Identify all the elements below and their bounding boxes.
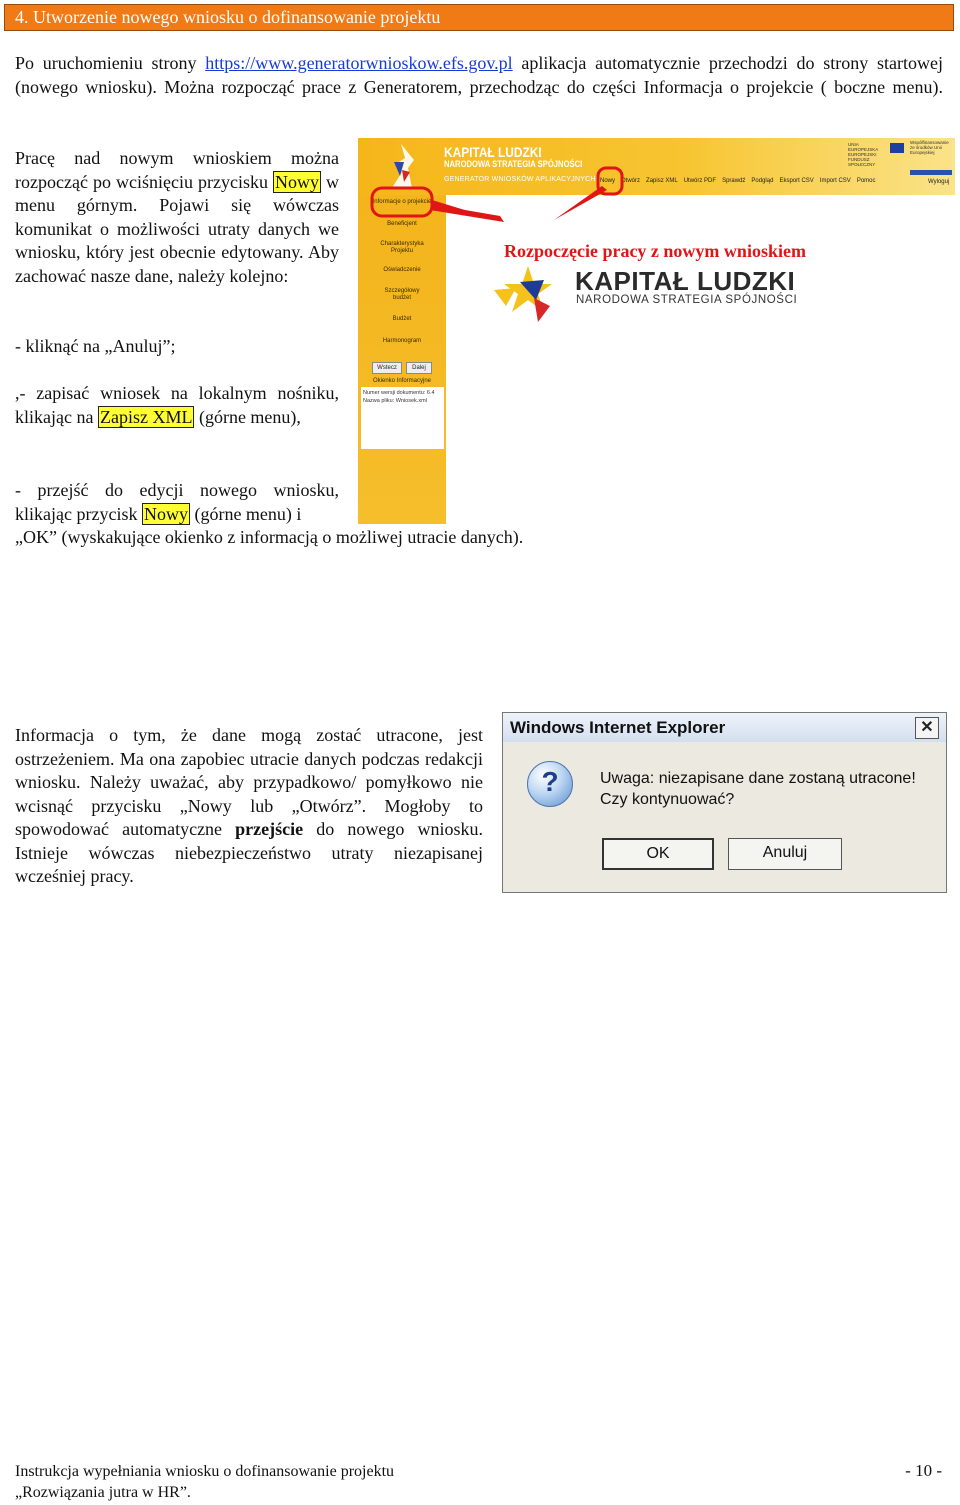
ok-button[interactable]: OK (602, 838, 714, 870)
new-application-paragraph (15, 147, 339, 288)
question-icon-glyph: ? (541, 766, 559, 797)
menu-utworz-pdf[interactable]: Utwórz PDF (683, 178, 717, 184)
step3-text-after: (górne menu) i (189, 504, 302, 524)
intro-text-after: aplikacja automatycznie przechodzi do strony startowej (nowego wniosku). Można rozpocząć prace z Generatorem, przechodząc do części Informacja o projekcie ( boczne menu). (15, 53, 943, 97)
annotation-overlay (358, 138, 955, 258)
info-box (361, 387, 444, 449)
footer-line-1: Instrukcja wypełniania wniosku o dofinansowanie projektu (15, 1463, 395, 1480)
step2-text-before: ,- zapisać wniosek na lokalnym nośniku, klikając na (15, 383, 339, 427)
menu-nowy[interactable]: Nowy (600, 178, 616, 184)
menu-sprawdz[interactable]: Sprawdź (722, 178, 746, 184)
question-icon (527, 761, 573, 807)
intro-text-before: Po uruchomieniu strony (15, 53, 206, 73)
side-item-harmonogram[interactable]: Harmonogram (382, 338, 422, 344)
info-box-title: Okienko Informacyjne (372, 378, 432, 384)
warning-paragraph (15, 724, 483, 889)
warning-text-after: do nowego wniosku. Istnieje wówczas niebezpieczeństwo utraty niezapisanej wcześniej pracy. (15, 819, 483, 886)
highlight-nowy-2: Nowy (143, 504, 188, 524)
eu-text-1: UNIA EUROPEJSKA (848, 142, 879, 152)
side-item-budzet[interactable]: Budżet (392, 316, 412, 322)
step2-text-after: (górne menu), (194, 406, 301, 427)
warning-text-before: Informacja o tym, że dane mogą zostać utracone, jest ostrzeżeniem. Ma ona zapobiec utracie danych podczas redakcji wniosku. Należy uważać, aby przypadkowo/ pomyłkowo nie wcisnąć przycisku „Nowy lub „Otwórz”. Mogłoby to spowodować automatyczne (15, 725, 483, 839)
close-icon[interactable]: ✕ (915, 717, 939, 739)
eu-text-3: Współfinansowanie ze środków Unii Europejskiej (910, 140, 949, 155)
ie-warning-dialog (502, 712, 947, 893)
dialog-message-1: Uwaga: niezapisane dane zostaną utracone! (600, 770, 916, 787)
step3-text-before: klikając przycisk (15, 504, 142, 524)
dialog-message-2: Czy kontynuować? (600, 791, 735, 808)
warning-text-bold: przejście (235, 819, 304, 839)
page-number: - 10 - (905, 1461, 942, 1480)
step-3-line-3: „OK” (wyskakujące okienko z informacją o możliwej utracie danych). (15, 527, 524, 547)
side-item-beneficjent[interactable]: Beneficjent (387, 221, 417, 227)
info-version: Numer wersji dokumentu: 6.4 (363, 390, 435, 396)
highlight-nowy: Nowy (274, 171, 319, 192)
step-3-line-1: - przejść do edycji nowego wniosku, (15, 480, 339, 500)
side-item-szczegolowy-budzet[interactable]: Szczegółowy budżet (384, 288, 420, 301)
menu-eksport-csv[interactable]: Eksport CSV (779, 178, 814, 184)
side-item-charakterystyka[interactable]: Charakterystyka Projektu (380, 241, 424, 254)
menu-otworz[interactable]: Otwórz (621, 178, 641, 184)
kl-big-star-logo-icon (494, 260, 574, 330)
logo-title: KAPITAŁ LUDZKI (444, 144, 542, 160)
footer-left (15, 1461, 394, 1503)
p1-text-after: w menu górnym. Pojawi się wówczas komunikat o możliwości utraty danych we wniosku, który jest obecnie edytowany. Aby zachować nasze dane, należy kolejno: (15, 171, 339, 286)
menu-zapisz-xml[interactable]: Zapisz XML (646, 178, 678, 184)
step-2 (15, 382, 339, 429)
intro-paragraph (15, 52, 943, 99)
menu-podglad[interactable]: Podgląd (751, 178, 774, 184)
section-heading: 4. Utworzenie nowego wniosku o dofinansowanie projektu (4, 4, 954, 31)
highlight-zapisz-xml: Zapisz XML (99, 406, 193, 427)
new-application-caption: Rozpoczęcie pracy z nowym wnioskiem (504, 241, 806, 261)
generator-link[interactable]: https://www.generatorwnioskow.efs.gov.pl (205, 53, 513, 73)
eu-text-2: EUROPEJSKI FUNDUSZ SPOŁECZNY (848, 152, 877, 167)
next-button[interactable]: Dalej (406, 362, 432, 374)
dialog-titlebar (503, 713, 946, 742)
back-button[interactable]: Wstecz (372, 362, 402, 374)
menu-import-csv[interactable]: Import CSV (819, 178, 851, 184)
logo-subtitle: NARODOWA STRATEGIA SPÓJNOŚCI (444, 159, 583, 169)
side-item-informacje[interactable]: Informacje o projekcie (372, 199, 432, 205)
cancel-button[interactable]: Anuluj (728, 838, 842, 870)
step-3-line-2 (15, 503, 355, 527)
generator-title: GENERATOR WNIOSKÓW APLIKACYJNYCH (444, 176, 596, 183)
p1-text-before: Pracę nad nowym wnioskiem można rozpocząć po wciśnięciu przycisku (15, 148, 339, 192)
kl-big-subtitle: NARODOWA STRATEGIA SPÓJNOŚCI (576, 294, 798, 306)
logout-link[interactable]: Wyloguj (928, 179, 950, 185)
generator-screenshot (358, 138, 955, 524)
side-item-oswiadczenie[interactable]: Oświadczenie (383, 267, 421, 273)
menu-pomoc[interactable]: Pomoc (856, 178, 876, 184)
dialog-title: Windows Internet Explorer (510, 718, 726, 737)
footer-line-2: „Rozwiązania jutra w HR”. (15, 1484, 191, 1501)
kl-big-title: KAPITAŁ LUDZKI (575, 266, 796, 296)
step-1: - kliknąć na „Anuluj”; (15, 336, 176, 356)
info-file: Nazwa pliku: Wniosek.xml (363, 398, 427, 404)
